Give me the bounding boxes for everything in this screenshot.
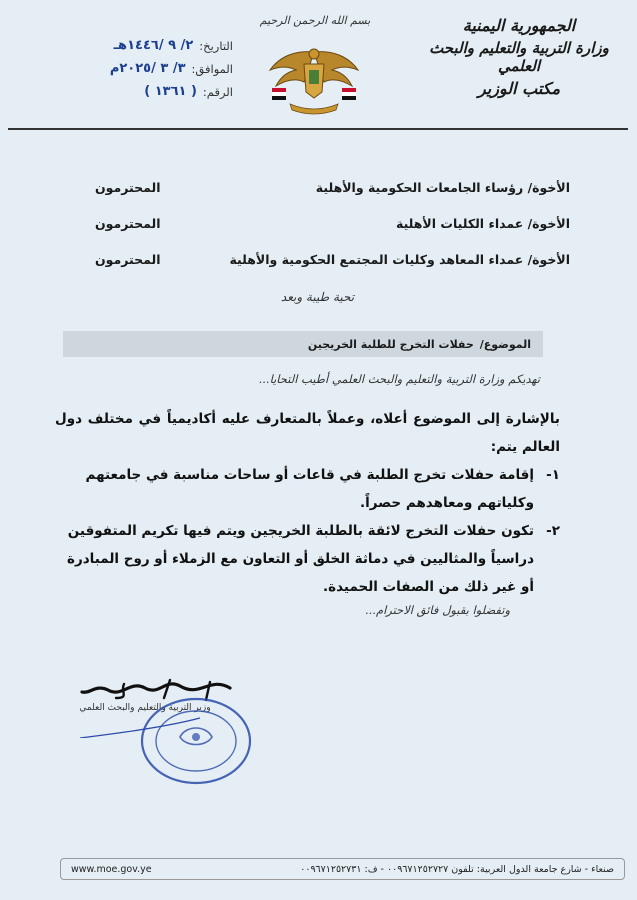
item-text: تكون حفلات التخرج لائقة بالطلبة الخريجين ويتم فيها تكريم المتفوقين دراسياً والمثاليين في دماثة الخلق أو التعاون مع الزملاء أو روح المبادرة أو غير ذلك من الصفات الحميدة. bbox=[67, 523, 534, 595]
republic-title: الجمهورية اليمنية bbox=[462, 16, 576, 35]
addressee-honorific: المحترمون bbox=[95, 216, 161, 231]
footer-bar bbox=[60, 858, 625, 880]
ref-row bbox=[48, 80, 233, 103]
item-number: ١- bbox=[546, 467, 560, 483]
addressee-line bbox=[95, 216, 570, 231]
addressee-honorific: المحترمون bbox=[95, 252, 161, 267]
office-title: مكتب الوزير bbox=[477, 79, 561, 98]
header-divider bbox=[8, 128, 628, 130]
greeting: تحية طيبة وبعد bbox=[280, 290, 355, 304]
list-item bbox=[55, 517, 560, 601]
corresp-value: ٣/ ٣ /٢٠٢٥م bbox=[109, 61, 186, 76]
corresp-row bbox=[48, 57, 233, 80]
item-number: ٢- bbox=[546, 523, 560, 539]
date-row bbox=[48, 34, 233, 57]
date-label: التاريخ: bbox=[199, 38, 233, 53]
ministry-title: وزارة التربية والتعليم والبحث العلمي bbox=[429, 39, 609, 75]
ministry-stamp bbox=[140, 697, 252, 785]
item-text: إقامة حفلات تخرج الطلبة في قاعات أو ساحات مناسبة في جامعتهم وكلياتهم ومعاهدهم حصراً. bbox=[85, 467, 534, 511]
footer-website[interactable]: www.moe.gov.ye bbox=[71, 863, 152, 875]
corresp-label: الموافق: bbox=[191, 61, 233, 76]
basmala: بسم الله الرحمن الرحيم bbox=[259, 14, 371, 27]
addressee-name: الأخوة/ عمداء المعاهد وكليات المجتمع الحكومية والأهلية bbox=[229, 252, 570, 267]
closing-line: وتفضلوا بقبول فائق الاحترام... bbox=[365, 603, 510, 617]
list-item bbox=[55, 461, 560, 517]
ref-label: الرقم: bbox=[202, 84, 233, 99]
signature-title: وزير التربية والتعليم والبحث العلمي bbox=[79, 703, 211, 713]
document-meta bbox=[48, 34, 233, 103]
footer-address: صنعاء - شارع جامعة الدول العربية: تلفون ٠٠٩٦٧١٢٥٢٧٢٧ - ف: ٠٠٩٦٧١٢٥٢٧٣١ bbox=[300, 863, 614, 875]
body-intro: بالإشارة إلى الموضوع أعلاه، وعملاً بالمتعارف عليه أكاديمياً في مختلف دول العالم يتم: bbox=[55, 411, 560, 455]
ref-value: ( ١٣٦١ ) bbox=[144, 84, 197, 99]
addressee-name: الأخوة/ رؤساء الجامعات الحكومية والأهلية bbox=[315, 180, 570, 195]
addressee-line bbox=[95, 252, 570, 267]
opening-line: تهديكم وزارة التربية والتعليم والبحث العلمي أطيب التحايا... bbox=[258, 372, 540, 386]
subject-label: الموضوع/ bbox=[479, 337, 531, 351]
subject-bar bbox=[63, 331, 543, 357]
addressee-line bbox=[95, 180, 570, 195]
ministry-header bbox=[419, 16, 619, 98]
letter-body bbox=[55, 405, 560, 601]
addressee-honorific: المحترمون bbox=[95, 180, 161, 195]
subject-text: حفلات التخرج للطلبة الخريجين bbox=[307, 337, 474, 351]
date-value: ٢/ ٩ /١٤٤٦هـ bbox=[113, 38, 194, 53]
addressee-name: الأخوة/ عمداء الكليات الأهلية bbox=[395, 216, 570, 231]
yemen-emblem-icon bbox=[266, 42, 362, 116]
